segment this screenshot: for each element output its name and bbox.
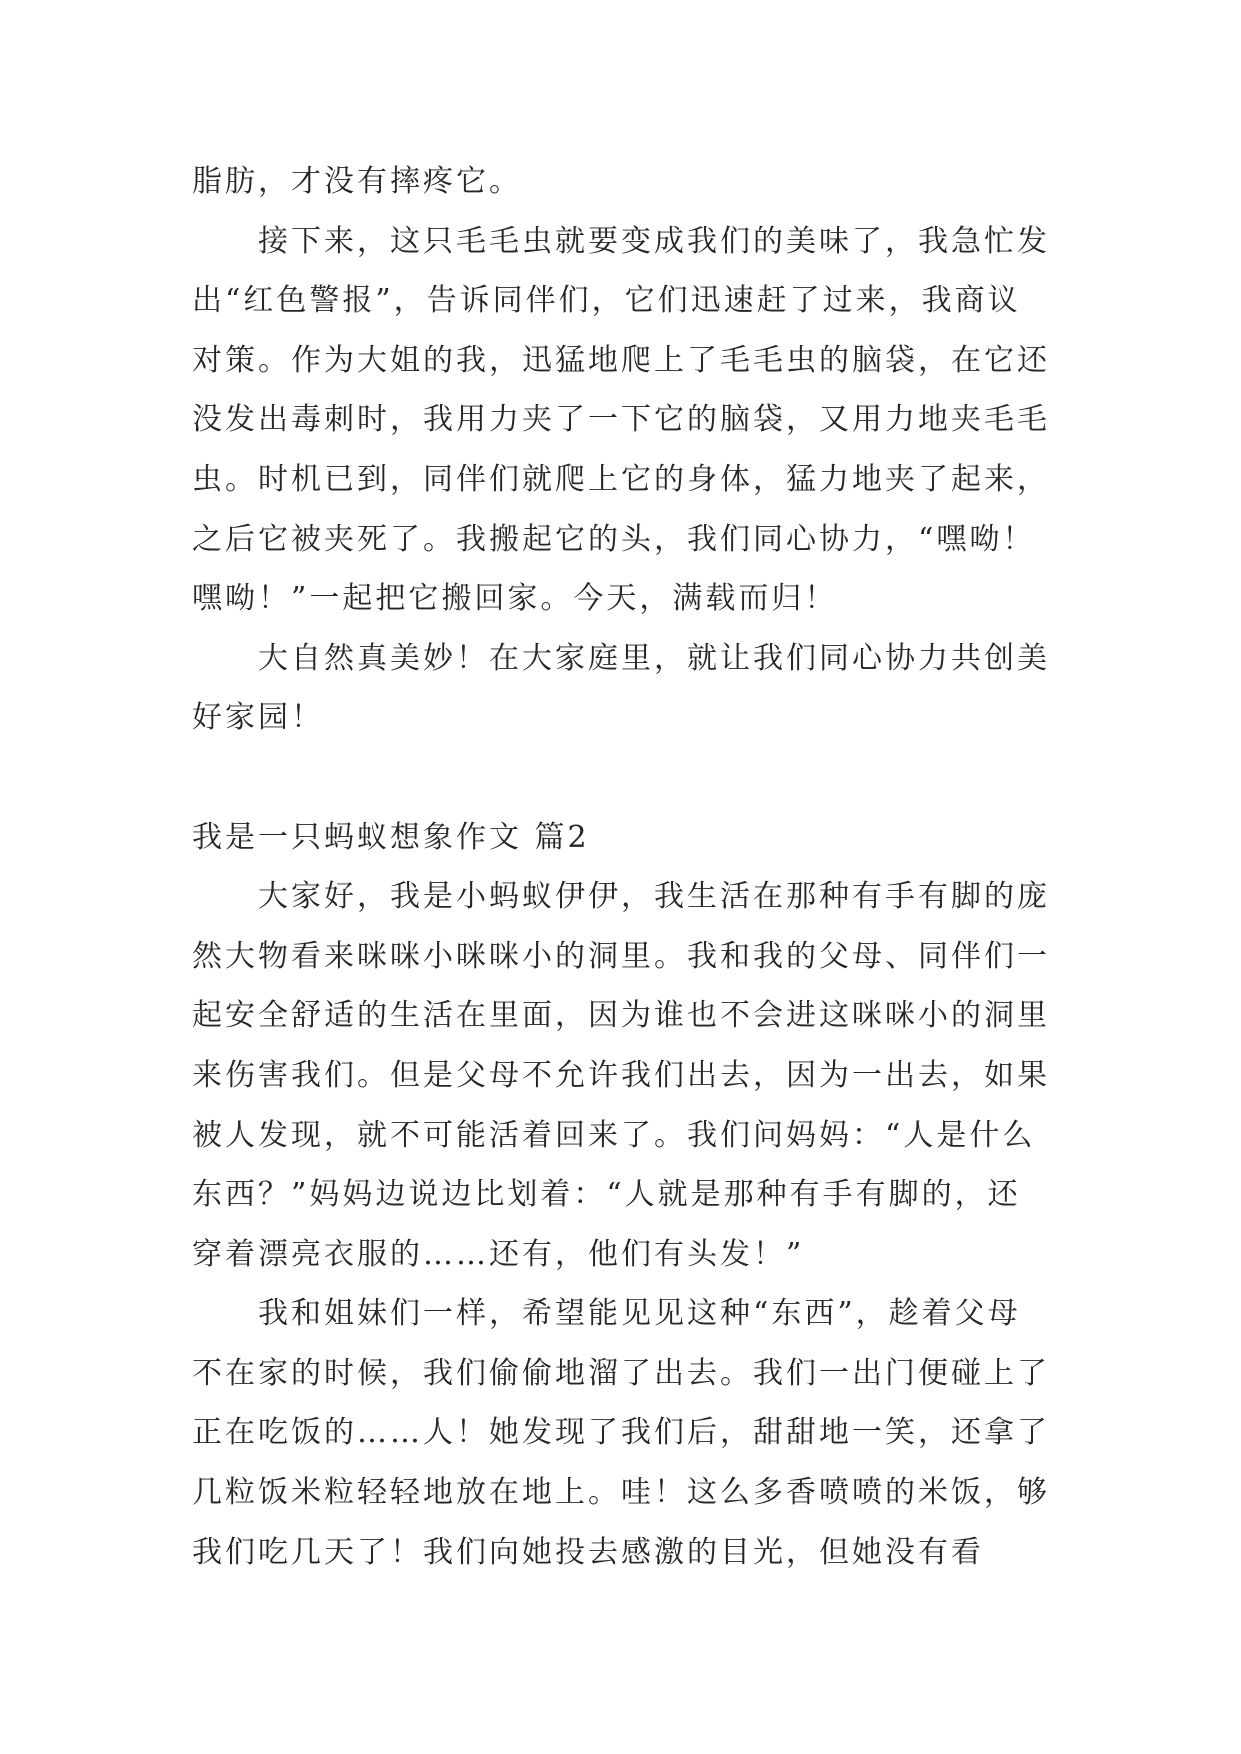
paragraph-line: 东西？”妈妈边说边比划着：“人就是那种有手有脚的，还	[192, 1177, 1021, 1213]
paragraph-line: 几粒饭米粒轻轻地放在地上。哇！这么多香喷喷的米饭，够	[192, 1475, 1050, 1511]
paragraph-line: 出“红色警报”，告诉同伴们，它们迅速赶了过来，我商议	[192, 283, 1021, 319]
paragraph	[192, 629, 1092, 748]
paragraph-line: 好家园！	[192, 700, 324, 736]
paragraph-line: 被人发现，就不可能活着回来了。我们问妈妈：“人是什么	[192, 1117, 1036, 1153]
document-body	[192, 152, 1092, 1582]
paragraph-line: 起安全舒适的生活在里面，因为谁也不会进这咪咪小的洞里	[192, 998, 1050, 1034]
paragraph-line: 正在吃饭的……人！她发现了我们后，甜甜地一笑，还拿了	[192, 1415, 1050, 1451]
paragraph-line: 大家好，我是小蚂蚁伊伊，我生活在那种有手有脚的庞	[258, 879, 1050, 915]
paragraph-line: 没发出毒刺时，我用力夹了一下它的脑袋，又用力地夹毛毛	[192, 402, 1050, 438]
paragraph-line: 接下来，这只毛毛虫就要变成我们的美味了，我急忙发	[258, 223, 1050, 259]
paragraph-line: 之后它被夹死了。我搬起它的头，我们同心协力，“嘿呦！	[192, 521, 1036, 557]
paragraph-line: 来伤害我们。但是父母不允许我们出去，因为一出去，如果	[192, 1057, 1050, 1093]
paragraph-line: 然大物看来咪咪小咪咪小的洞里。我和我的父母、同伴们一	[192, 938, 1050, 974]
paragraph-line: 穿着漂亮衣服的……还有，他们有头发！”	[192, 1236, 805, 1272]
paragraph-line: 对策。作为大姐的我，迅猛地爬上了毛毛虫的脑袋，在它还	[192, 342, 1050, 378]
paragraph	[192, 1284, 1092, 1582]
paragraph	[192, 867, 1092, 1284]
paragraph	[192, 212, 1092, 629]
paragraph	[192, 152, 1092, 212]
paragraph-line: 大自然真美妙！在大家庭里，就让我们同心协力共创美	[258, 640, 1050, 676]
paragraph-line: 我们吃几天了！我们向她投去感激的目光，但她没有看	[192, 1534, 984, 1570]
paragraph-line: 脂肪，才没有摔疼它。	[192, 164, 522, 199]
blank-line	[192, 748, 1092, 808]
paragraph-line: 我和姐妹们一样，希望能见见这种“东西”，趁着父母	[258, 1296, 1021, 1332]
paragraph-line: 不在家的时候，我们偷偷地溜了出去。我们一出门便碰上了	[192, 1355, 1050, 1391]
section-title: 我是一只蚂蚁想象作文 篇2	[192, 819, 590, 855]
paragraph-line: 嘿呦！”一起把它搬回家。今天，满载而归！	[192, 581, 838, 617]
paragraph-line: 虫。时机已到，同伴们就爬上它的身体，猛力地夹了起来，	[192, 461, 1050, 497]
